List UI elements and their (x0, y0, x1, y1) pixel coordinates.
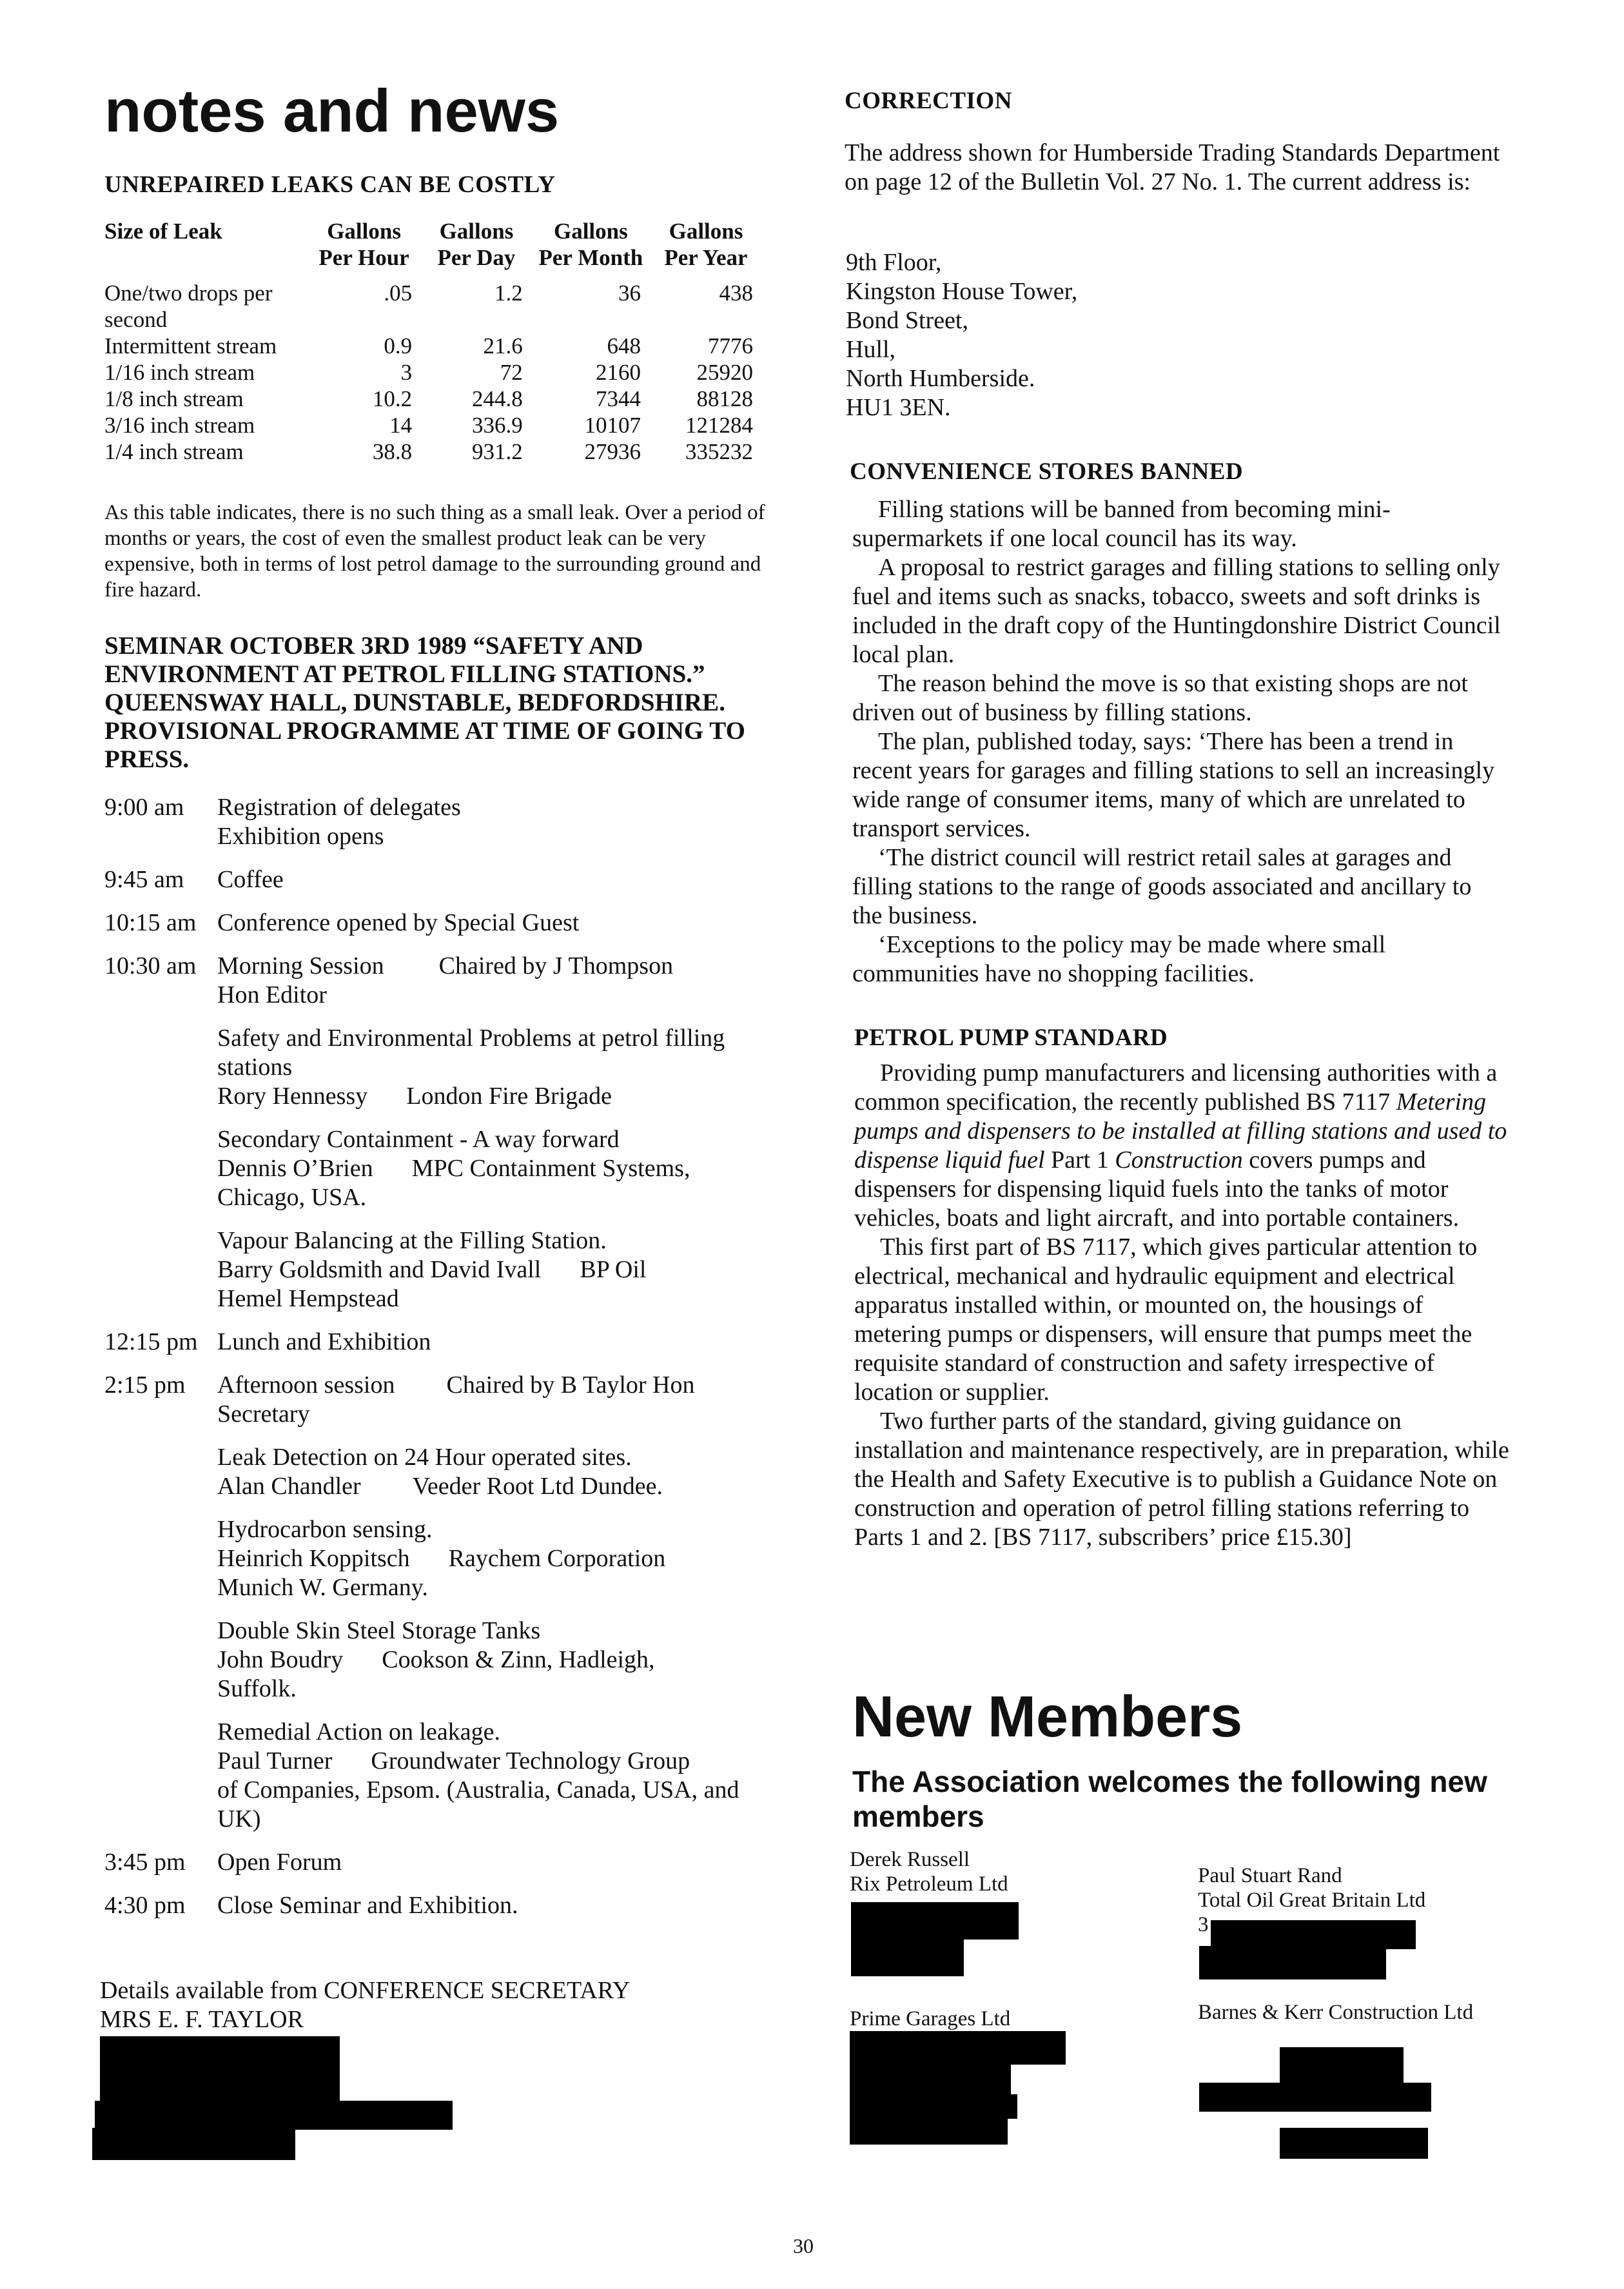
schedule-time: 9:45 am (104, 866, 184, 893)
schedule-item (104, 1891, 788, 1920)
talk-location: Chicago, USA. (217, 1184, 367, 1211)
redaction-block (1280, 2047, 1404, 2083)
seminar-programme (104, 793, 788, 1934)
talk-title: Secondary Containment - A way forward (217, 1126, 620, 1153)
page-number: 30 (793, 2234, 814, 2257)
schedule-item (104, 1848, 788, 1877)
schedule-text: Afternoon session (217, 1371, 395, 1399)
seminar-heading: SEMINAR OCTOBER 3RD 1989 “SAFETY AND ENVIRONMENT AT PETROL FILLING STATIONS.” QUEENSWAY HALL, DUNSTABLE, BEDFORDSHIRE. PROVISIONAL PROGRAMME AT TIME OF GOING TO PRESS. (104, 632, 745, 773)
table-cell: 10107 (584, 413, 641, 438)
column-header: Size of Leak (104, 219, 222, 244)
leaks-note: As this table indicates, there is no such thing as a small leak. Over a period of months or years, the cost of even the smallest product leak can be very expensive, both in terms of lost petrol damage to the surrounding ground and fire hazard. (104, 501, 765, 602)
table-cell: 1/4 inch stream (104, 439, 244, 464)
table-cell: 1.2 (494, 280, 523, 306)
table-cell: 10.2 (372, 386, 413, 411)
standard-part: Construction (1115, 1146, 1243, 1174)
redaction-block (92, 2128, 295, 2160)
address-block (846, 248, 1077, 422)
talk-organisation: BP Oil (580, 1256, 647, 1283)
redaction-block (1280, 2128, 1428, 2159)
article-paragraph: Two further parts of the standard, giving guidance on installation and maintenance respectively, are in preparation, while the Health and Safety Executive is to publish a Guidance Note on construction and operation of petrol filling stations referring to Parts 1 and 2. [BS 7117, subscribers’ price £15.30] (854, 1408, 1509, 1551)
pump-article (854, 1059, 1512, 1552)
member-entry (850, 2007, 1010, 2031)
table-row (104, 412, 762, 438)
address-line: Bond Street, (846, 307, 968, 334)
table-cell: Intermittent stream (104, 333, 277, 359)
talk-speaker: Dennis O’Brien (217, 1155, 373, 1182)
talk-speaker: Rory Hennessy (217, 1083, 368, 1110)
new-members-subtitle: The Association welcomes the following new members (852, 1765, 1487, 1833)
leaks-heading: UNREPAIRED LEAKS CAN BE COSTLY (104, 172, 556, 198)
talk-location: of Companies, Epsom. (Australia, Canada, USA, and UK) (217, 1776, 739, 1832)
chair-text: Chaired by J Thompson (438, 952, 674, 979)
talk-title: Remedial Action on leakage. (217, 1718, 500, 1745)
standard-title: Metering pumps and dispensers to be installed at filling stations and used to dispense liquid fuel (854, 1088, 1507, 1174)
column-header: Gallons Per Month (538, 219, 643, 270)
schedule-item (104, 952, 788, 1010)
convenience-article (852, 495, 1507, 988)
member-detail: 3 (1198, 1913, 1209, 1936)
talk-item (217, 1125, 788, 1212)
table-cell: 7344 (595, 386, 641, 411)
talk-organisation: Veeder Root Ltd Dundee. (412, 1473, 663, 1500)
schedule-time: 3:45 pm (104, 1849, 186, 1876)
schedule-text: Conference opened by Special Guest (217, 909, 580, 936)
talk-item (217, 1515, 788, 1602)
talk-title: Double Skin Steel Storage Tanks (217, 1617, 541, 1644)
address-line: Kingston House Tower, (846, 278, 1078, 305)
schedule-text: Close Seminar and Exhibition. (217, 1892, 518, 1919)
article-paragraph: A proposal to restrict garages and filling stations to selling only fuel and items such as snacks, tobacco, sweets and soft drinks is included in the draft copy of the Huntingdonshire District Council local plan. (852, 554, 1501, 668)
schedule-item (104, 909, 788, 938)
schedule-time: 12:15 pm (104, 1328, 198, 1355)
member-company: Barnes & Kerr Construction Ltd (1198, 2001, 1474, 2024)
pump-heading: PETROL PUMP STANDARD (854, 1025, 1168, 1051)
convenience-heading: CONVENIENCE STORES BANNED (850, 458, 1244, 485)
article-text: covers pumps and dispensers for dispensing liquid fuels into the tanks of motor vehicles, boats and light aircraft, and into portable containers. (854, 1146, 1460, 1232)
redaction-block (850, 2063, 1011, 2096)
details-text: MRS E. F. TAYLOR (100, 2006, 304, 2033)
column-header: Gallons Per Day (437, 219, 516, 270)
table-cell: 335232 (685, 439, 753, 464)
redaction-block (851, 1902, 1019, 1940)
member-company: Prime Garages Ltd (850, 2007, 1011, 2030)
member-name: Derek Russell (850, 1848, 970, 1871)
member-entry (850, 1847, 1008, 1896)
talk-speaker: John Boudry (217, 1646, 344, 1673)
talk-title: Leak Detection on 24 Hour operated sites. (217, 1444, 632, 1471)
article-paragraph: This first part of BS 7117, which gives particular attention to electrical, mechanical and hydraulic equipment and electrical apparatus installed within, or mounted on, the housings of metering pumps or dispensers, will ensure that pumps meet the requisite standard of construction and safety irrespective of location or supplier. (854, 1233, 1478, 1406)
details-contact (100, 1976, 630, 2034)
schedule-item (104, 1328, 788, 1357)
table-cell: 88128 (696, 386, 753, 411)
table-cell: 3/16 inch stream (104, 413, 255, 438)
redaction-block (850, 2117, 1008, 2145)
talk-item (217, 1616, 788, 1704)
schedule-time: 10:15 am (104, 909, 197, 936)
schedule-text: Hon Editor (217, 981, 327, 1008)
member-name: Paul Stuart Rand (1198, 1864, 1342, 1887)
table-cell: 7776 (708, 333, 753, 359)
correction-text: The address shown for Humberside Trading Standards Department on page 12 of the Bulletin Vol. 27 No. 1. The current address is: (845, 139, 1500, 195)
talk-item (217, 1226, 788, 1313)
article-paragraph: The reason behind the move is so that existing shops are not driven out of business by filling stations. (852, 670, 1468, 726)
table-cell: 36 (618, 280, 641, 306)
talk-organisation: MPC Containment Systems, (411, 1155, 690, 1182)
article-text: Part 1 (1044, 1146, 1115, 1174)
talk-speaker: Alan Chandler (217, 1473, 361, 1500)
redaction-block (100, 2036, 340, 2101)
table-cell: 21.6 (483, 333, 523, 359)
schedule-text: Coffee (217, 866, 284, 893)
table-cell: 3 (400, 360, 413, 385)
article-paragraph: The plan, published today, says: ‘There has been a trend in recent years for garages and filling stations to sell an increasingly wide range of consumer items, many of which are unrelated to transport services. (852, 728, 1495, 842)
address-line: Hull, (846, 336, 896, 363)
member-company: Total Oil Great Britain Ltd (1198, 1889, 1426, 1912)
talk-speaker: Barry Goldsmith and David Ivall (217, 1256, 542, 1283)
schedule-text: Open Forum (217, 1849, 342, 1876)
talk-organisation: Cookson & Zinn, Hadleigh, (382, 1646, 655, 1673)
table-cell: 244.8 (472, 386, 523, 411)
table-cell: 438 (719, 280, 753, 306)
table-cell: One/two drops per second (104, 280, 273, 332)
redaction-block (850, 2094, 1017, 2119)
article-paragraph: Filling stations will be banned from becoming mini-supermarkets if one local council has its way. (852, 496, 1391, 552)
table-cell: 2160 (595, 360, 641, 385)
new-members-title: New Members (852, 1685, 1243, 1749)
table-cell: 1/16 inch stream (104, 360, 255, 385)
schedule-item (104, 865, 788, 894)
schedule-item (104, 1371, 788, 1429)
redaction-block (1211, 1920, 1416, 1949)
talk-title: Hydrocarbon sensing. (217, 1516, 433, 1543)
table-row (104, 280, 762, 333)
talk-item (217, 1024, 788, 1111)
table-row (104, 359, 762, 386)
details-text: Details available from CONFERENCE SECRETARY (100, 1977, 631, 2004)
table-cell: 27936 (584, 439, 641, 464)
table-header-row (104, 218, 762, 280)
talk-title: Safety and Environmental Problems at petrol filling stations (217, 1025, 725, 1081)
talk-organisation: Groundwater Technology Group (371, 1747, 690, 1774)
table-cell: 121284 (685, 413, 753, 438)
schedule-item (104, 793, 788, 851)
schedule-text: Registration of delegates (217, 794, 461, 821)
table-cell: .05 (384, 280, 413, 306)
page-title: notes and news (104, 77, 560, 144)
article-paragraph: ‘Exceptions to the policy may be made where small communities have no shopping facilities. (852, 931, 1386, 987)
address-line: 9th Floor, (846, 249, 942, 276)
redaction-block (851, 1938, 964, 1976)
member-company: Rix Petroleum Ltd (850, 1872, 1008, 1896)
schedule-time: 2:15 pm (104, 1371, 186, 1399)
table-cell: 25920 (696, 360, 753, 385)
schedule-time: 4:30 pm (104, 1892, 186, 1919)
member-entry (1198, 2000, 1494, 2025)
schedule-time: 9:00 am (104, 794, 184, 821)
schedule-text: Lunch and Exhibition (217, 1328, 431, 1355)
schedule-time: 10:30 am (104, 952, 197, 979)
redaction-block (850, 2031, 1066, 2065)
talk-organisation: London Fire Brigade (406, 1083, 612, 1110)
schedule-text: Morning Session (217, 952, 384, 979)
talk-title: Vapour Balancing at the Filling Station. (217, 1227, 607, 1254)
column-header: Gallons Per Hour (318, 219, 409, 270)
talk-location: Hemel Hempstead (217, 1285, 399, 1312)
schedule-text: Secretary (217, 1400, 310, 1428)
chair-text: Chaired by B Taylor Hon (446, 1371, 695, 1399)
talk-item (217, 1718, 788, 1834)
address-line: North Humberside. (846, 365, 1035, 392)
table-cell: 648 (607, 333, 641, 359)
article-text: Providing pump manufacturers and licensing authorities with a common specification, the recently published BS 7117 (854, 1059, 1498, 1115)
address-line: HU1 3EN. (846, 394, 951, 421)
talk-organisation: Raychem Corporation (448, 1545, 666, 1572)
table-cell: 72 (500, 360, 523, 385)
correction-heading: CORRECTION (845, 88, 1012, 114)
table-cell: 0.9 (384, 333, 413, 359)
article-paragraph (854, 1059, 1512, 1233)
table-cell: 336.9 (472, 413, 523, 438)
table-row (104, 438, 762, 465)
table-cell: 1/8 inch stream (104, 386, 244, 411)
schedule-text: Exhibition opens (217, 823, 384, 850)
table-cell: 931.2 (472, 439, 523, 464)
talk-item (217, 1443, 788, 1501)
talk-speaker: Paul Turner (217, 1747, 333, 1774)
article-paragraph: ‘The district council will restrict retail sales at garages and filling stations to the range of goods associated and ancillary to the business. (852, 844, 1472, 929)
column-header: Gallons Per Year (664, 219, 748, 270)
talk-location: Munich W. Germany. (217, 1574, 428, 1601)
leaks-table (104, 218, 762, 465)
redaction-block (1199, 1946, 1386, 1980)
talk-speaker: Heinrich Koppitsch (217, 1545, 410, 1572)
table-cell: 38.8 (372, 439, 413, 464)
talk-location: Suffolk. (217, 1675, 297, 1702)
table-row (104, 333, 762, 359)
redaction-block (1199, 2083, 1431, 2112)
table-cell: 14 (389, 413, 413, 438)
redaction-block (95, 2101, 453, 2130)
table-row (104, 386, 762, 412)
